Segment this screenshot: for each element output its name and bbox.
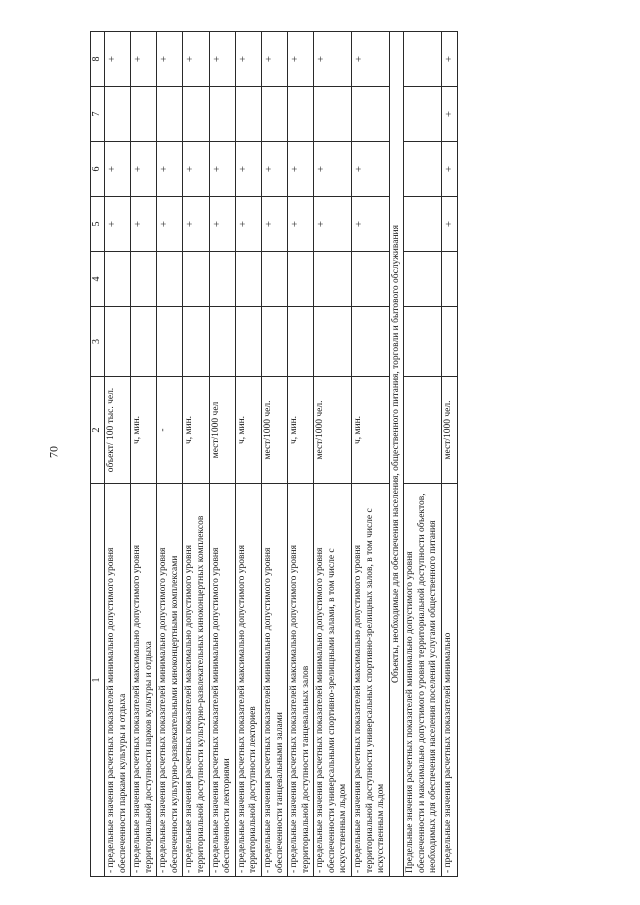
indicator-description: Предельные значения расчетных показателей минимально допустимого уровня обеспеченности и максимально допустимого уровня территориальной доступности объектов, необходимых для обеспечения населения поселений услугами общественного питания: [404, 484, 442, 877]
mark-cell-col-6: +: [288, 142, 314, 197]
mark-cell-col-3: [261, 307, 287, 377]
mark-cell-col-4: [131, 252, 157, 307]
unit-cell: ч, мин.: [351, 377, 389, 484]
page-number: 70: [46, 446, 61, 458]
section-header-row: [389, 32, 404, 877]
mark-cell-col-6: +: [314, 142, 352, 197]
mark-cell-col-3: [351, 307, 389, 377]
mark-cell-col-3: [288, 307, 314, 377]
mark-cell-col-6: +: [261, 142, 287, 197]
indicator-description: - предельные значения расчетных показателей максимально допустимого уровня территориальной доступности парков культуры и отдыха: [131, 484, 157, 877]
table-header-row: [91, 32, 105, 877]
indicator-description: - предельные значения расчетных показателей минимально: [442, 484, 458, 877]
table-row: [314, 32, 352, 877]
mark-cell-col-4: [157, 252, 183, 307]
column-header-5: 5: [91, 197, 105, 252]
mark-cell-col-3: [442, 307, 458, 377]
mark-cell-col-5: +: [157, 197, 183, 252]
mark-cell-col-7: [314, 87, 352, 142]
mark-cell-col-4: [183, 252, 209, 307]
mark-cell-col-5: +: [261, 197, 287, 252]
mark-cell-col-3: [235, 307, 261, 377]
unit-cell: [404, 377, 442, 484]
mark-cell-col-5: [404, 197, 442, 252]
mark-cell-col-8: +: [157, 32, 183, 87]
mark-cell-col-7: [157, 87, 183, 142]
mark-cell-col-5: +: [131, 197, 157, 252]
unit-cell: -: [157, 377, 183, 484]
mark-cell-col-7: [261, 87, 287, 142]
indicator-description: - предельные значения расчетных показателей минимально допустимого уровня обеспеченности универсальными спортивно-зрелищными залами, в том числе с искусственным льдом: [314, 484, 352, 877]
mark-cell-col-4: [314, 252, 352, 307]
mark-cell-col-3: [404, 307, 442, 377]
indicator-description: - предельные значения расчетных показателей максимально допустимого уровня территориальной доступности универсальных спортивно-зрелищных залов, в том числе с искусственным льдом: [351, 484, 389, 877]
column-header-1: 1: [91, 484, 105, 877]
column-header-8: 8: [91, 32, 105, 87]
table-row: [235, 32, 261, 877]
mark-cell-col-7: +: [442, 87, 458, 142]
mark-cell-col-4: [288, 252, 314, 307]
mark-cell-col-4: [105, 252, 131, 307]
mark-cell-col-6: +: [105, 142, 131, 197]
mark-cell-col-5: +: [351, 197, 389, 252]
unit-cell: ч, мин.: [235, 377, 261, 484]
mark-cell-col-5: +: [288, 197, 314, 252]
mark-cell-col-4: [261, 252, 287, 307]
unit-cell: ч, мин.: [183, 377, 209, 484]
unit-cell: мест/1000 чел.: [261, 377, 287, 484]
mark-cell-col-5: +: [442, 197, 458, 252]
mark-cell-col-7: [288, 87, 314, 142]
table-row: [261, 32, 287, 877]
mark-cell-col-8: +: [131, 32, 157, 87]
mark-cell-col-8: +: [105, 32, 131, 87]
table-row: [404, 32, 442, 877]
indicator-description: - предельные значения расчетных показателей максимально допустимого уровня территориальной доступности культурно-развлекательных киноконцертных комплексов: [183, 484, 209, 877]
mark-cell-col-5: +: [235, 197, 261, 252]
mark-cell-col-6: +: [442, 142, 458, 197]
mark-cell-col-4: [442, 252, 458, 307]
unit-cell: ч, мин.: [288, 377, 314, 484]
indicator-description: - предельные значения расчетных показателей минимально допустимого уровня обеспеченности культурно-развлекательными киноконцертными комплексами: [157, 484, 183, 877]
mark-cell-col-5: +: [183, 197, 209, 252]
table-row: [288, 32, 314, 877]
section-title: Объекты, необходимые для обеспечения населения, общественного питания, торговли и бытового обслуживания: [389, 32, 404, 877]
table-row: [351, 32, 389, 877]
indicator-description: - предельные значения расчетных показателей минимально допустимого уровня обеспеченности парками культуры и отдыха: [105, 484, 131, 877]
mark-cell-col-3: [157, 307, 183, 377]
table-row: [442, 32, 458, 877]
mark-cell-col-3: [209, 307, 235, 377]
mark-cell-col-5: +: [209, 197, 235, 252]
mark-cell-col-6: +: [235, 142, 261, 197]
table-row: [183, 32, 209, 877]
mark-cell-col-8: +: [209, 32, 235, 87]
rotated-table-container: [90, 32, 615, 877]
mark-cell-col-8: +: [261, 32, 287, 87]
mark-cell-col-3: [183, 307, 209, 377]
table-row: [157, 32, 183, 877]
mark-cell-col-8: [404, 32, 442, 87]
mark-cell-col-5: +: [105, 197, 131, 252]
table-row: [105, 32, 131, 877]
mark-cell-col-8: +: [442, 32, 458, 87]
mark-cell-col-4: [235, 252, 261, 307]
mark-cell-col-7: [209, 87, 235, 142]
mark-cell-col-8: +: [351, 32, 389, 87]
mark-cell-col-6: +: [157, 142, 183, 197]
mark-cell-col-8: +: [314, 32, 352, 87]
column-header-6: 6: [91, 142, 105, 197]
mark-cell-col-4: [209, 252, 235, 307]
column-header-7: 7: [91, 87, 105, 142]
mark-cell-col-3: [314, 307, 352, 377]
mark-cell-col-8: +: [235, 32, 261, 87]
unit-cell: объект/ 100 тыс. чел.: [105, 377, 131, 484]
mark-cell-col-8: +: [288, 32, 314, 87]
unit-cell: мест/1000 чел: [209, 377, 235, 484]
mark-cell-col-7: [131, 87, 157, 142]
mark-cell-col-7: [404, 87, 442, 142]
table-row: [209, 32, 235, 877]
mark-cell-col-6: +: [183, 142, 209, 197]
unit-cell: мест/1000 чел.: [442, 377, 458, 484]
mark-cell-col-6: +: [351, 142, 389, 197]
mark-cell-col-5: +: [314, 197, 352, 252]
mark-cell-col-6: [404, 142, 442, 197]
mark-cell-col-7: [105, 87, 131, 142]
mark-cell-col-3: [131, 307, 157, 377]
mark-cell-col-6: +: [131, 142, 157, 197]
requirements-table: [90, 31, 458, 877]
mark-cell-col-3: [105, 307, 131, 377]
mark-cell-col-8: +: [183, 32, 209, 87]
indicator-description: - предельные значения расчетных показателей минимально допустимого уровня обеспеченности танцевальными залами: [261, 484, 287, 877]
mark-cell-col-7: [235, 87, 261, 142]
unit-cell: мест/1000 чел.: [314, 377, 352, 484]
unit-cell: ч, мин.: [131, 377, 157, 484]
column-header-4: 4: [91, 252, 105, 307]
table-row: [131, 32, 157, 877]
mark-cell-col-6: +: [209, 142, 235, 197]
mark-cell-col-7: [351, 87, 389, 142]
mark-cell-col-4: [404, 252, 442, 307]
indicator-description: - предельные значения расчетных показателей максимально допустимого уровня территориальной доступности танцевальных залов: [288, 484, 314, 877]
column-header-2: 2: [91, 377, 105, 484]
indicator-description: - предельные значения расчетных показателей минимально допустимого уровня обеспеченности лекториями: [209, 484, 235, 877]
indicator-description: - предельные значения расчетных показателей максимально допустимого уровня территориальной доступности лекториев: [235, 484, 261, 877]
mark-cell-col-7: [183, 87, 209, 142]
column-header-3: 3: [91, 307, 105, 377]
mark-cell-col-4: [351, 252, 389, 307]
